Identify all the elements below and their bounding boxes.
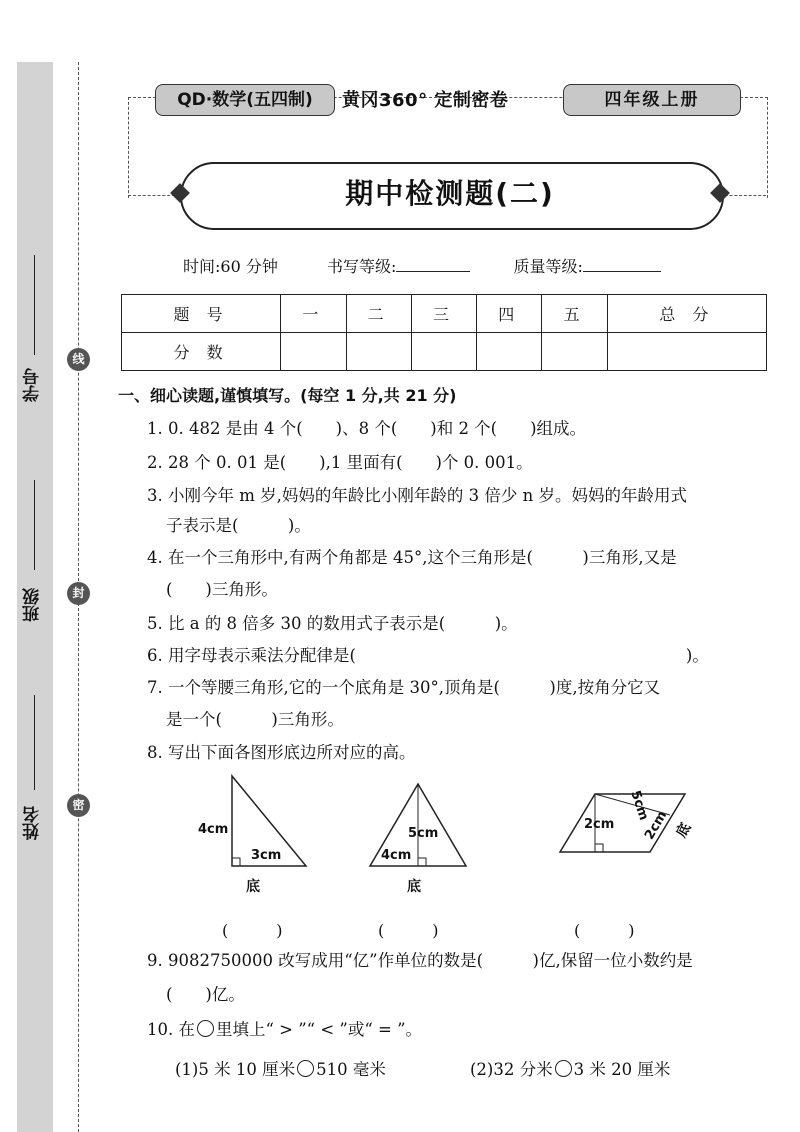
class-line (34, 480, 35, 570)
grade-tag: 四年级上册 (563, 84, 741, 116)
q10-2-right: 3 米 20 厘米 (573, 1060, 671, 1079)
seal-secret: 密 (67, 794, 90, 817)
right-angle-mark (418, 858, 426, 866)
fig2-base-label: 底 (407, 879, 421, 895)
q8-answer-1[interactable]: ( ) (222, 921, 283, 940)
fig1-base-label: 底 (246, 879, 260, 895)
fig1-side-label: 4cm (198, 822, 229, 837)
fig1-base-length: 3cm (251, 848, 282, 863)
fig2-half-label: 4cm (381, 848, 412, 863)
question-4-line1: 4. 在一个三角形中,有两个角都是 45°,这个三角形是( )三角形,又是 (147, 548, 677, 567)
compare-circle-1[interactable] (297, 1060, 314, 1077)
fig3-height2-label: 5cm (627, 788, 651, 823)
score-cell[interactable] (281, 333, 346, 371)
score-cell[interactable] (411, 333, 476, 371)
q10-2-left: (2)32 分米 (470, 1060, 553, 1079)
table-cell: 一 (281, 295, 346, 333)
table-cell: 五 (542, 295, 607, 333)
table-cell: 二 (346, 295, 411, 333)
question-7-line1: 7. 一个等腰三角形,它的一个底角是 30°,顶角是( )度,按角分它又 (147, 678, 661, 697)
seal-seal: 封 (67, 582, 90, 605)
question-3-line2: 子表示是( )。 (166, 516, 311, 535)
fig3-base-label: 底 (673, 820, 695, 841)
q10-1-left: (1)5 米 10 厘米 (175, 1060, 296, 1079)
score-cell[interactable] (607, 333, 766, 371)
fig3-height1-label: 2cm (584, 817, 615, 832)
right-angle-mark (595, 844, 603, 852)
question-10-lead: 10. 在 (147, 1020, 195, 1039)
table-cell: 题 号 (122, 295, 281, 333)
quality-grade-label: 质量等级: (513, 257, 583, 276)
score-cell[interactable] (542, 333, 607, 371)
question-8: 8. 写出下面各图形底边所对应的高。 (147, 743, 416, 762)
exam-meta (183, 254, 661, 277)
circle-icon (197, 1020, 214, 1037)
table-cell: 分 数 (122, 333, 281, 371)
question-9-line1: 9. 9082750000 改写成用“亿”作单位的数是( )亿,保留一位小数约是 (147, 951, 693, 970)
table-cell: 三 (411, 295, 476, 333)
compare-circle-2[interactable] (555, 1060, 572, 1077)
score-table (121, 294, 767, 371)
question-9-line2: ( )亿。 (166, 985, 245, 1004)
series-tag: QD·数学(五四制) (155, 84, 335, 116)
writing-grade-label: 书写等级: (326, 257, 397, 276)
writing-grade-blank[interactable] (396, 257, 470, 272)
student-no-line (34, 255, 35, 355)
score-cell[interactable] (477, 333, 542, 371)
question-10-tail: 里填上“ > ”“ < ”或“ = ”。 (216, 1020, 423, 1039)
question-3-line1: 3. 小刚今年 m 岁,妈妈的年龄比小刚年龄的 3 倍少 n 岁。妈妈的年龄用式 (147, 486, 687, 505)
name-line (34, 695, 35, 790)
question-5: 5. 比 a 的 8 倍多 30 的数用式子表示是( )。 (147, 614, 518, 633)
fig2-height-label: 5cm (408, 826, 439, 841)
question-10-part2 (470, 1056, 670, 1080)
q8-answer-3[interactable]: ( ) (574, 921, 635, 940)
section-heading: 一、细心读题,谨慎填写。(每空 1 分,共 21 分) (118, 386, 457, 405)
quality-grade-blank[interactable] (583, 257, 661, 272)
question-2: 2. 28 个 0. 01 是( ),1 里面有( )个 0. 001。 (147, 453, 533, 472)
question-6: 6. 用字母表示乘法分配律是( )。 (147, 646, 709, 665)
student-no-label: 学号 (23, 368, 43, 402)
question-10-part1 (175, 1056, 386, 1080)
time-limit: 时间:60 分钟 (183, 257, 278, 276)
question-10 (147, 1016, 422, 1040)
page-title: 期中检测题(二) (345, 177, 555, 210)
question-4-line2: ( )三角形。 (166, 580, 278, 599)
name-label: 姓名 (23, 806, 43, 840)
table-cell: 四 (477, 295, 542, 333)
table-row (122, 333, 767, 371)
q10-1-right: 510 毫米 (316, 1060, 386, 1079)
seal-line: 线 (67, 348, 90, 371)
q8-figures (190, 770, 790, 880)
brand-name: 黄冈360° 定制密卷 (342, 90, 509, 111)
table-row (122, 295, 767, 333)
fig3-side-label: 2cm (642, 808, 671, 843)
right-angle-mark (232, 858, 240, 866)
question-7-line2: 是一个( )三角形。 (166, 710, 344, 729)
class-label: 班级 (23, 588, 43, 622)
q8-answer-2[interactable]: ( ) (378, 921, 439, 940)
question-1: 1. 0. 482 是由 4 个( )、8 个( )和 2 个( )组成。 (147, 419, 587, 438)
score-cell[interactable] (346, 333, 411, 371)
table-cell: 总 分 (607, 295, 766, 333)
